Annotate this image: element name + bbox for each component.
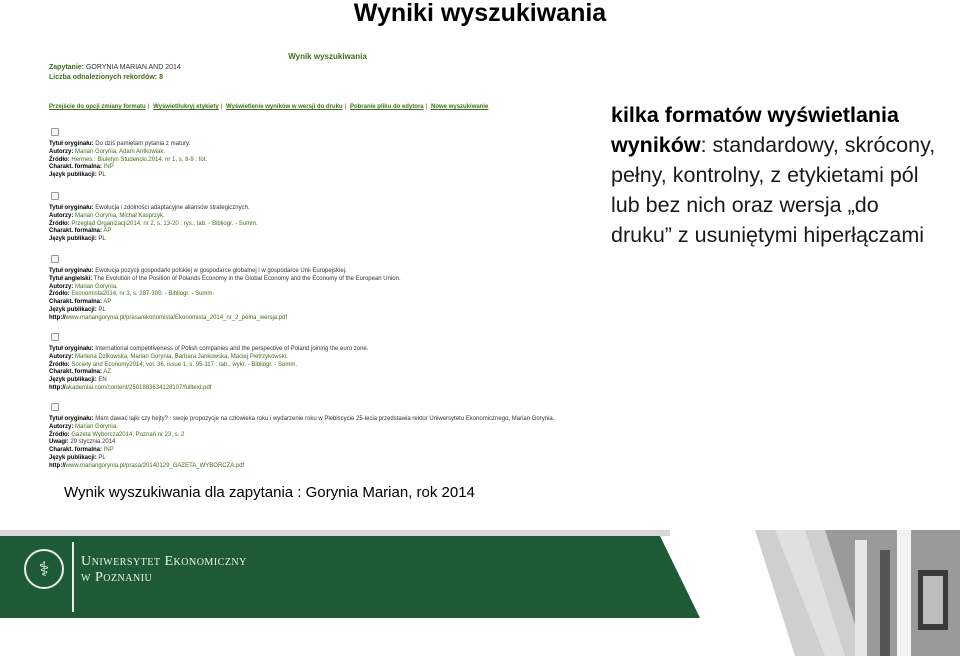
query-summary [49,63,181,83]
description-bold: kilka formatów wyświetlania wyników [611,103,899,157]
link-toggle-labels[interactable]: Wyświetl/ukryj etykiety [153,104,219,110]
link-change-format[interactable]: Przejście do opcji zmiany formatu [49,104,146,110]
link-download-file[interactable]: Pobranie pliku do edytora [349,104,424,110]
record-type: AZ [103,369,112,376]
count-label: Liczba odnalezionych rekordów: [49,74,158,81]
university-name-line1: Uniwersytet Ekonomiczny [81,554,247,569]
record-url[interactable]: www.mariangorynia.pl/prasa/ekonomista/Ekonomista_2014_nr_2_pelna_wersja.pdf [65,314,288,321]
record-title: Ewolucja pozycji gospodarki polskiej w gospodarce globalnej i w gospodarce Unii Europejskiej. [95,268,347,274]
record-title: Mam dawać lajki czy hejty? : swoje propozycje na człowieka roku i wydarzenie roku w Plebiscycie 25-lecia przedstawia rektor Uniwersytetu Ekonomicznego, Marian Gorynia. [95,416,555,422]
footer [0,530,960,656]
record-checkbox[interactable] [51,192,59,200]
slide-title: Wyniki wyszukiwania [353,0,607,27]
record-authors[interactable]: Marlena Dzikowska, Marian Gorynia, Barbara Jankowska, Maciej Pietrzykowski. [75,353,288,360]
record-type: AP [103,299,112,306]
record-checkbox[interactable] [51,255,59,263]
record-url[interactable]: www.mariangorynia.pl/prasa/20140129_GAZETA_WYBORCZA.pdf [65,462,245,469]
footer-top-stripe [0,530,670,536]
result-record: Tytuł oryginału: Do dziś pamiętam pytania z matury. Autorzy: Marian Gorynia, Adam Antkowiak. Źródło: Hermes : Biuletyn Studencki.2014, nr 1, s. 8-9 : fot. Charakt. formalna: INP Język publikacji: PL [49,128,207,180]
result-links: Przejście do opcji zmiany formatu | Wyświetl/ukryj etykiety | Wyświetlenie wyników w wersji do druku | Pobranie pliku do edytora | Nowe wyszukiwanie [49,104,489,110]
record-notes: 29 stycznia 2014 [70,439,116,446]
building-photo [735,530,960,656]
record-type: AP [103,228,112,235]
screenshot-caption: Wynik wyszukiwania dla zapytania : Gorynia Marian, rok 2014 [64,484,475,501]
record-checkbox[interactable] [51,128,59,136]
record-authors[interactable]: Marian Gorynia. [75,283,118,290]
record-type: INP [103,447,114,454]
record-language: PL [98,172,106,179]
record-source[interactable]: Hermes : Biuletyn Studencki.2014, nr 1, s. 8-9 : fot. [71,156,208,163]
query-value: GORYNIA MARIAN AND 2014 [85,64,181,71]
format-description [611,100,941,250]
query-label: Zapytanie: [49,64,85,71]
record-source[interactable]: Gazeta Wyborcza2014; Poznań nr 23, s. 2 [71,431,185,438]
record-language: PL [98,236,106,243]
record-authors[interactable]: Marian Gorynia, Adam Antkowiak. [75,148,166,155]
link-new-search[interactable]: Nowe wyszukiwanie [431,104,489,110]
record-url[interactable]: akademiai.com/content/2501883634128107/fulltext.pdf [65,384,212,391]
university-name-line2: w Poznaniu [81,570,153,585]
record-type: INP [103,164,114,171]
result-record: Tytuł oryginału: Ewolucja i zdolności adaptacyjne aliansów strategicznych. Autorzy: Marian Gorynia, Michał Kasprzyk. Źródło: Przegląd Organizacji2014, nr 2, s. 13-20 : rys., tab. - Bibliogr. - Summ. Charakt. formalna: AP Język publikacji: PL [49,192,258,244]
record-source[interactable]: Przegląd Organizacji2014, nr 2, s. 13-20 : rys., tab. - Bibliogr. - Summ. [71,220,258,227]
description-rest: : standardowy, skrócony, pełny, kontrolny, z etykietami pól lub bez nich oraz wersja „do druku” z usuniętymi hiperłączami [611,133,936,247]
record-authors[interactable]: Marian Gorynia. [75,423,118,430]
university-name [81,554,247,586]
record-authors[interactable]: Marian Gorynia, Michał Kasprzyk. [75,212,165,219]
record-source[interactable]: Society and Economy2014; vol. 36, issue 1, s. 95-117 : tab., wykr. - Bibliogr. - Summ. [71,361,298,368]
count-value: 8 [159,74,163,81]
record-language: PL [98,306,106,313]
record-language: PL [98,454,106,461]
record-checkbox[interactable] [51,403,59,411]
link-print-version[interactable]: Wyświetlenie wyników w wersji do druku [226,104,343,110]
result-record: Tytuł oryginału: International competitiveness of Polish companies and the perspective of Poland joining the euro zone. Autorzy: Marlena Dzikowska, Marian Gorynia, Barbara Jankowska, Maciej Pietrzykowski. Źródło: Society and Economy2014; vol. 36, issue 1, s. 95-117 : tab., wykr. - Bibliogr. - Summ. Charakt. formalna: AZ Język publikacji: EN http://akademiai.com/content/2501883634128107/fulltext.pdf [49,333,368,393]
record-title: Ewolucja i zdolności adaptacyjne aliansów strategicznych. [95,205,250,211]
result-record: Tytuł oryginału: Mam dawać lajki czy hejty? : swoje propozycje na człowieka roku i wydarzenie roku w Plebiscycie 25-lecia przedstawia rektor Uniwersytetu Ekonomicznego, Marian Gorynia. Autorzy: Marian Gorynia. Źródło: Gazeta Wyborcza2014; Poznań nr 23, s. 2 Uwagi: 29 stycznia 2014 Charakt. formalna: INP Język publikacji: PL http://www.mariangorynia.pl/prasa/20140129_GAZETA_WYBORCZA.pdf [49,403,554,471]
record-source[interactable]: Ekonomista2014, nr 3, s. 287-300. - Bibliogr. - Summ. [71,291,215,298]
results-header: Wynik wyszukiwania [288,52,367,61]
record-english-title: The Evolution of the Position of Polands Economy in the Global Economy and the Economy of the European Union. [93,275,401,282]
record-language: EN [98,377,107,384]
result-record: Tytuł oryginału: Ewolucja pozycji gospodarki polskiej w gospodarce globalnej i w gospodarce Unii Europejskiej. Tytuł angielski: The Evolution of the Position of Polands Economy in the Global Economy and the Economy of the European Union. Autorzy: Marian Gorynia. Źródło: Ekonomista2014, nr 3, s. 287-300. - Bibliogr. - Summ. Charakt. formalna: AP Język publikacji: PL http://www.mariangorynia.pl/prasa/ekonomista/Ekonomista_2014_nr_2_pelna_wersja.pdf [49,255,401,323]
record-checkbox[interactable] [51,333,59,341]
footer-divider [72,542,74,612]
search-results-screenshot [40,44,615,470]
record-title: Do dziś pamiętam pytania z matury. [95,141,191,147]
record-title: International competitiveness of Polish companies and the perspective of Poland joining the euro zone. [95,346,369,352]
university-logo-icon: ⚕ [24,549,64,589]
